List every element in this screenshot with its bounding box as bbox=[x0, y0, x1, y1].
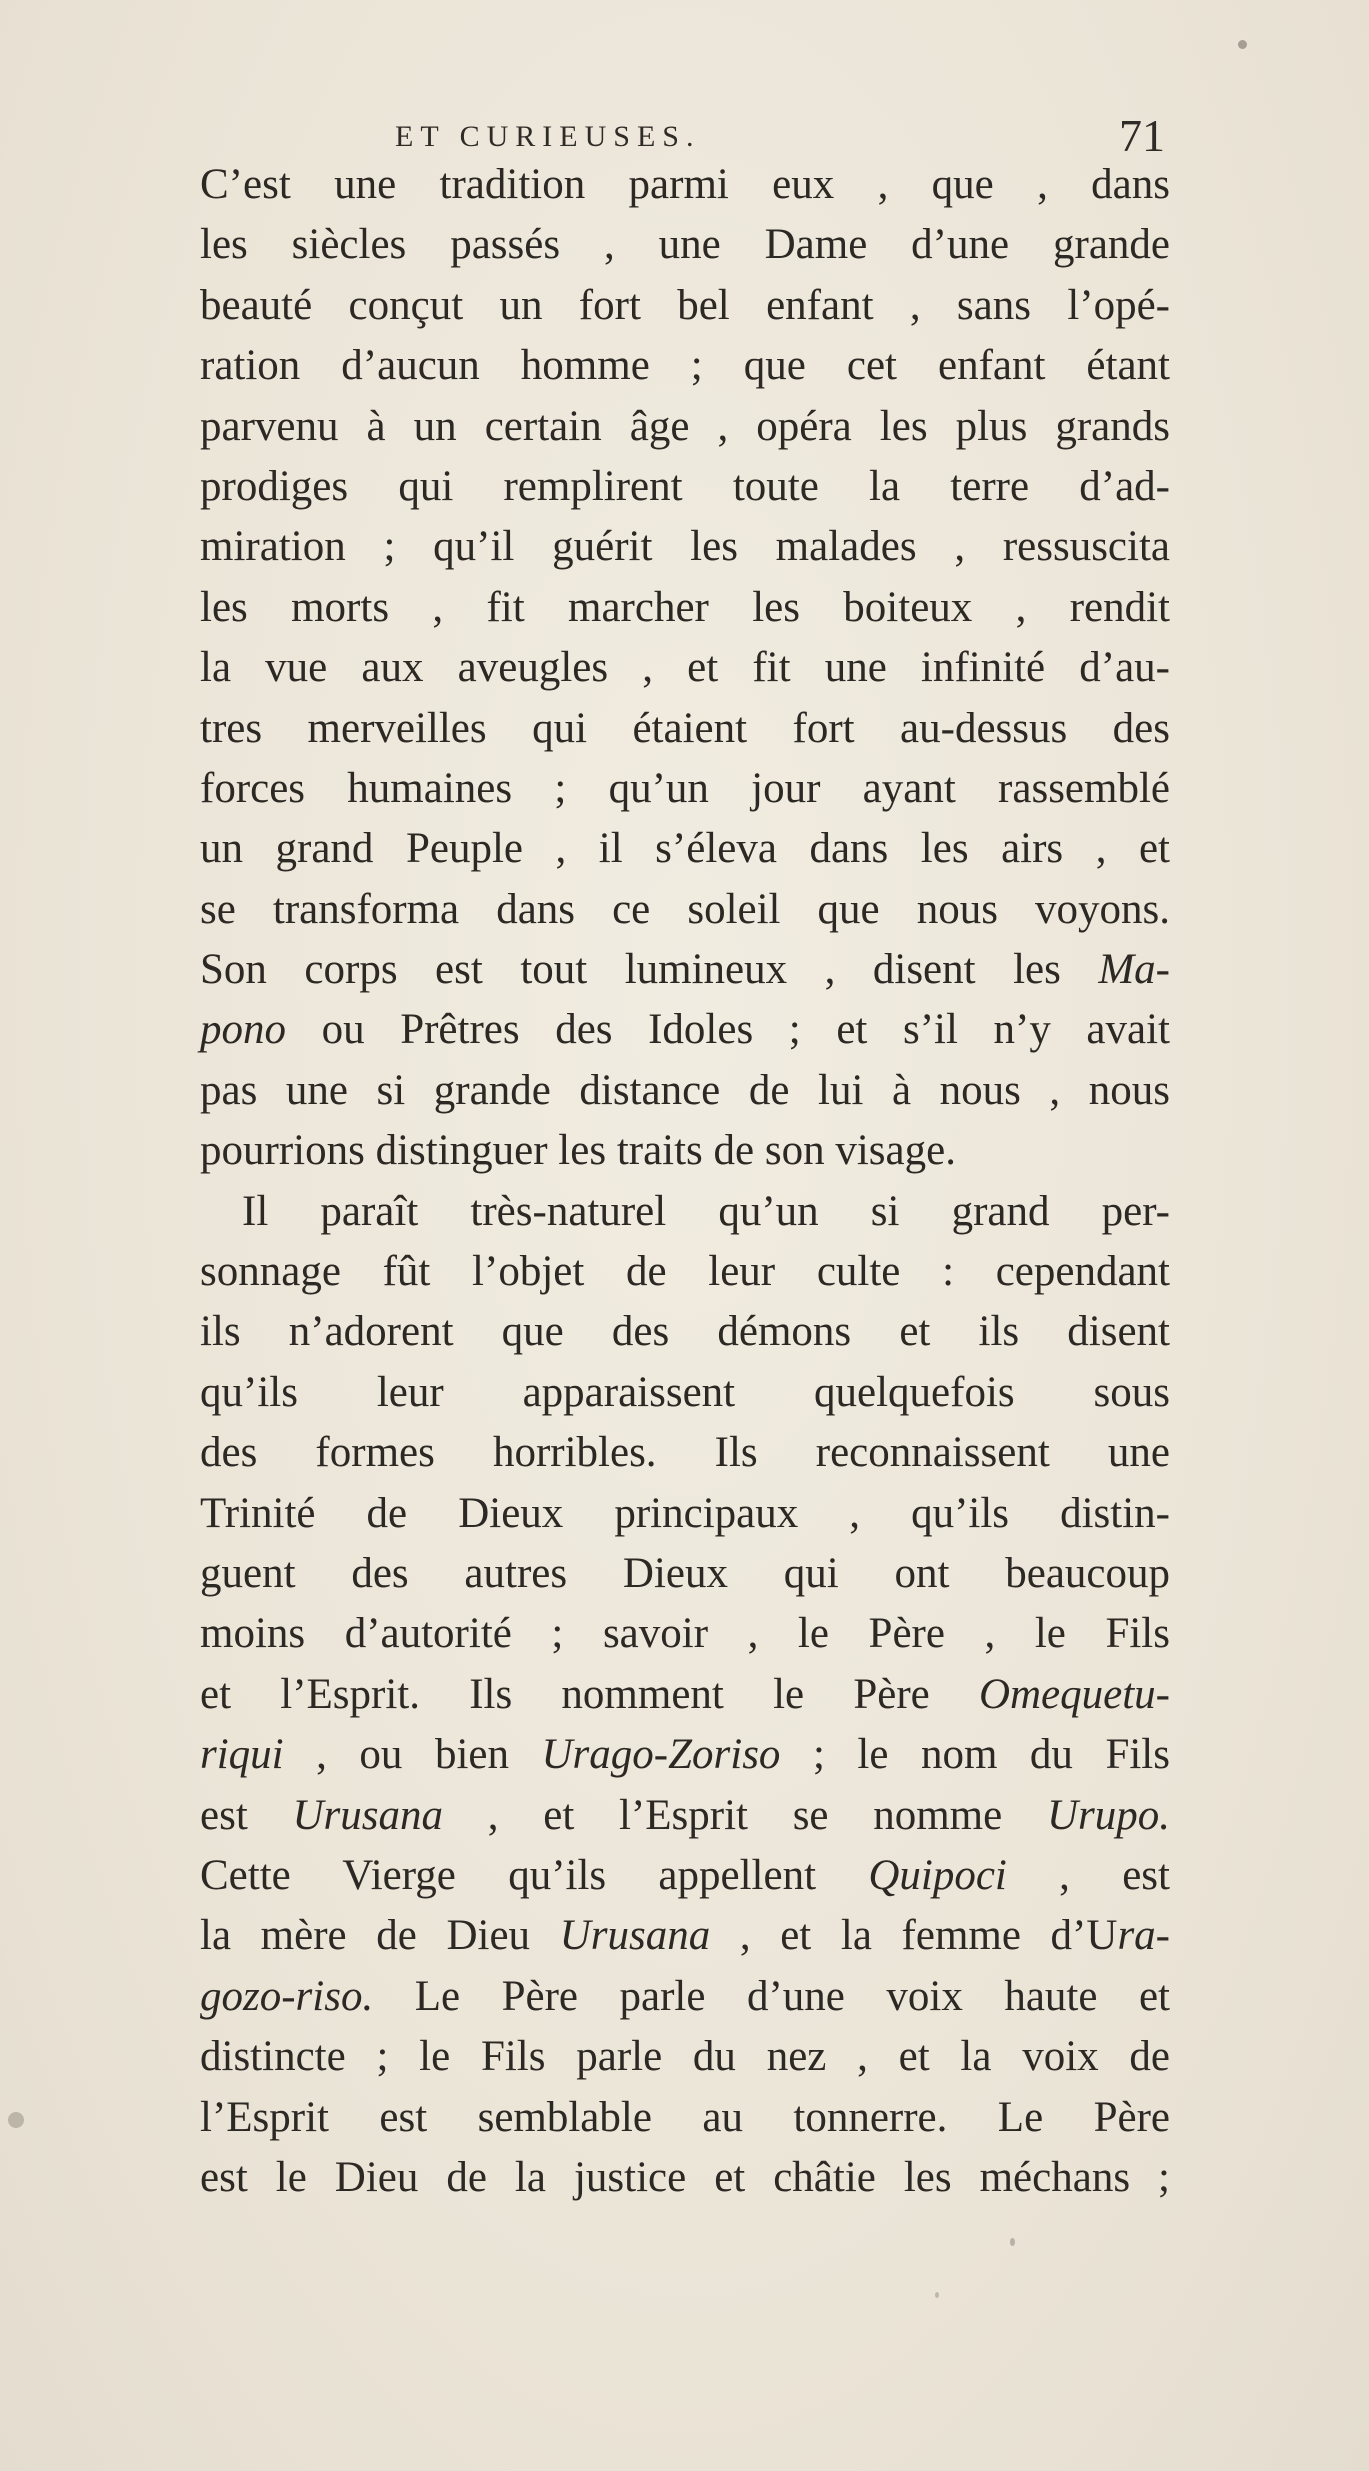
text-run: est le Dieu de la justice et châtie les méchans ; bbox=[200, 2153, 1170, 2201]
text-line bbox=[200, 1423, 1170, 1483]
text-line bbox=[200, 1182, 1170, 1242]
text-run: distincte ; le Fils parle du nez , et la voix de bbox=[200, 2033, 1170, 2081]
text-line bbox=[200, 2027, 1170, 2087]
italic-run: pono bbox=[200, 1006, 286, 1054]
text-run: beauté conçut un fort bel enfant , sans l’opé- bbox=[200, 281, 1170, 329]
text-line bbox=[200, 1484, 1170, 1544]
text-line bbox=[200, 880, 1170, 940]
text-line bbox=[200, 1000, 1170, 1060]
text-line bbox=[200, 1906, 1170, 1966]
italic-run: Urago-Zoriso bbox=[541, 1731, 781, 1779]
italic-run: riqui bbox=[200, 1731, 284, 1779]
text-run: les morts , fit marcher les boiteux , rendit bbox=[200, 583, 1170, 631]
text-run: l’Esprit est semblable au tonnerre. Le Père bbox=[200, 2093, 1170, 2141]
text-run: miration ; qu’il guérit les malades , ressuscita bbox=[200, 523, 1170, 571]
italic-run: ra- bbox=[1117, 1912, 1170, 1960]
text-run: pas une si grande distance de lui à nous , nous bbox=[200, 1066, 1170, 1114]
text-line bbox=[200, 397, 1170, 457]
text-run: tres merveilles qui étaient fort au-dessus des bbox=[200, 704, 1170, 752]
text-line bbox=[200, 1967, 1170, 2027]
italic-run: Urupo. bbox=[1046, 1791, 1170, 1839]
text-run: parvenu à un certain âge , opéra les plus grands bbox=[200, 402, 1170, 450]
text-run: un grand Peuple , il s’éleva dans les airs , et bbox=[200, 825, 1170, 873]
text-run: ; le nom du Fils bbox=[780, 1731, 1170, 1779]
text-line bbox=[200, 215, 1170, 275]
text-run: , et l’Esprit se nomme bbox=[443, 1791, 1047, 1839]
text-line bbox=[200, 940, 1170, 1000]
text-line bbox=[200, 2088, 1170, 2148]
text-run: Le Père parle d’une voix haute et bbox=[373, 1972, 1170, 2020]
text-run: guent des autres Dieux qui ont beaucoup bbox=[200, 1549, 1170, 1597]
text-run: est bbox=[200, 1791, 293, 1839]
text-run: Son corps est tout lumineux , disent les bbox=[200, 946, 1099, 994]
text-run: des formes horribles. Ils reconnaissent une bbox=[200, 1429, 1170, 1477]
text-line bbox=[200, 578, 1170, 638]
italic-run: Ma- bbox=[1098, 946, 1170, 994]
page-number: 71 bbox=[1119, 110, 1165, 161]
text-line bbox=[200, 1121, 1170, 1181]
text-run: C’est une tradition parmi eux , que , dans bbox=[200, 161, 1170, 208]
text-line bbox=[200, 276, 1170, 336]
italic-run: Quipoci bbox=[868, 1851, 1007, 1899]
text-line bbox=[200, 336, 1170, 396]
text-run: la mère de Dieu bbox=[200, 1912, 560, 1960]
text-run: Il paraît très-naturel qu’un si grand per- bbox=[242, 1187, 1170, 1235]
text-line bbox=[200, 699, 1170, 759]
text-run: sonnage fût l’objet de leur culte : cependant bbox=[200, 1248, 1170, 1296]
text-line bbox=[200, 517, 1170, 577]
text-line bbox=[200, 1363, 1170, 1423]
italic-run: Urusana bbox=[559, 1912, 711, 1960]
text-run: Cette Vierge qu’ils appellent bbox=[200, 1851, 869, 1899]
text-line bbox=[200, 1665, 1170, 1725]
text-run: les siècles passés , une Dame d’une grande bbox=[200, 221, 1170, 269]
text-run: , est bbox=[1006, 1851, 1170, 1899]
text-line bbox=[200, 457, 1170, 517]
paper-speck bbox=[1010, 2238, 1015, 2246]
text-line bbox=[200, 1604, 1170, 1664]
text-line bbox=[200, 1544, 1170, 1604]
italic-run: Urusana bbox=[292, 1791, 444, 1839]
paper-speck bbox=[8, 2112, 24, 2128]
text-line bbox=[200, 2148, 1170, 2208]
text-run: la vue aux aveugles , et fit une infinité d’au- bbox=[200, 644, 1170, 692]
italic-run: gozo-riso. bbox=[200, 1972, 374, 2020]
text-line bbox=[200, 819, 1170, 879]
text-line bbox=[200, 1725, 1170, 1785]
paper-speck bbox=[935, 2292, 939, 2298]
text-run: forces humaines ; qu’un jour ayant rassemblé bbox=[200, 764, 1170, 812]
text-run: , ou bien bbox=[283, 1731, 542, 1779]
text-line bbox=[200, 1242, 1170, 1302]
text-run: se transforma dans ce soleil que nous voyons. bbox=[200, 885, 1170, 933]
body-text bbox=[200, 155, 1170, 2208]
text-run: pourrions distinguer les traits de son visage. bbox=[200, 1127, 956, 1175]
text-run: prodiges qui remplirent toute la terre d’ad- bbox=[200, 462, 1170, 510]
text-line bbox=[200, 1061, 1170, 1121]
text-line bbox=[200, 155, 1170, 215]
text-run: Trinité de Dieux principaux , qu’ils distin- bbox=[200, 1489, 1170, 1537]
text-run: ration d’aucun homme ; que cet enfant étant bbox=[200, 342, 1170, 390]
text-run: moins d’autorité ; savoir , le Père , le Fils bbox=[200, 1610, 1170, 1658]
text-run: ils n’adorent que des démons et ils disent bbox=[200, 1308, 1170, 1356]
italic-run: Omequetu- bbox=[978, 1670, 1170, 1718]
text-run: et l’Esprit. Ils nomment le Père bbox=[200, 1670, 979, 1718]
text-run: ou Prêtres des Idoles ; et s’il n’y avait bbox=[286, 1006, 1170, 1054]
text-line bbox=[200, 1786, 1170, 1846]
paper-speck bbox=[1238, 40, 1247, 49]
text-line bbox=[200, 759, 1170, 819]
text-line bbox=[200, 1846, 1170, 1906]
running-title: ET CURIEUSES. bbox=[395, 120, 701, 153]
text-run: , et la femme d’U bbox=[710, 1912, 1118, 1960]
text-line bbox=[200, 1302, 1170, 1362]
text-line bbox=[200, 638, 1170, 698]
text-run: qu’ils leur apparaissent quelquefois sous bbox=[200, 1368, 1170, 1416]
